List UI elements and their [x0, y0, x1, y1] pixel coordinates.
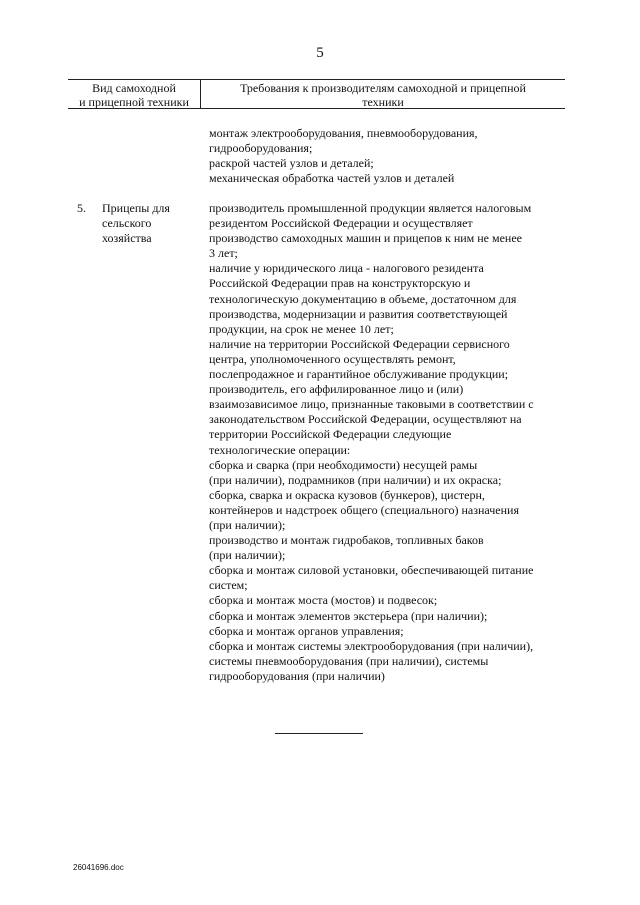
column-header-requirements-line: Требования к производителям самоходной и прицепной	[240, 81, 526, 95]
requirement-line: раскрой частей узлов и деталей;	[209, 156, 374, 171]
requirement-line: сборка и сварка (при необходимости) несущей рамы	[209, 457, 478, 472]
table-header-top-rule	[68, 79, 565, 80]
vehicle-type-line: сельского	[102, 216, 152, 231]
requirement-line: законодательством Российской Федерации, осуществляют на	[209, 412, 522, 427]
column-header-vehicle-type-line: Вид самоходной	[92, 81, 176, 95]
requirement-line: сборка и монтаж элементов экстерьера (при наличии);	[209, 608, 488, 623]
requirement-line: производитель промышленной продукции является налоговым	[209, 201, 532, 215]
requirement-line: (при наличии);	[209, 548, 286, 563]
requirement-line: территории Российской Федерации следующие	[209, 427, 452, 442]
requirement-line: системы пневмооборудования (при наличии), системы	[209, 653, 489, 668]
column-header-vehicle-type-line: и прицепной техники	[79, 95, 189, 109]
end-of-document-rule	[275, 733, 363, 734]
requirement-line: контейнеров и надстроек общего (специального) назначения	[209, 502, 519, 517]
requirement-line: механическая обработка частей узлов и деталей	[209, 171, 455, 186]
footer-document-reference: 26041696.doc	[73, 863, 124, 872]
continued-requirements-text	[209, 126, 569, 186]
vehicle-type-line: Прицепы для	[102, 201, 170, 215]
requirement-line: Российской Федерации прав на конструкторскую и	[209, 276, 471, 291]
requirement-line: (при наличии);	[209, 517, 286, 532]
requirement-line: центра, уполномоченного осуществлять ремонт,	[209, 351, 456, 366]
requirement-line: сборка, сварка и окраска кузовов (бункеров), цистерн,	[209, 487, 485, 502]
vehicle-type-line: хозяйства	[102, 231, 152, 246]
requirement-line: гидрооборудования (при наличии)	[209, 668, 385, 683]
requirement-line: гидрооборудования;	[209, 141, 313, 156]
column-header-vehicle-type	[68, 81, 200, 109]
column-header-requirements	[201, 81, 565, 109]
requirement-line: взаимозависимое лицо, признанные таковыми в соответствии с	[209, 397, 534, 412]
requirement-line: резидентом Российской Федерации и осуществляет	[209, 216, 473, 231]
requirements-cell	[209, 201, 569, 684]
requirement-line: (при наличии), подрамников (при наличии) и их окраска;	[209, 472, 502, 487]
requirement-line: сборка и монтаж системы электрооборудования (при наличии),	[209, 638, 534, 653]
requirement-line: 3 лет;	[209, 246, 238, 261]
requirement-line: послепродажное и гарантийное обслуживание продукции;	[209, 367, 509, 382]
requirement-line: сборка и монтаж органов управления;	[209, 623, 404, 638]
column-header-requirements-line: техники	[362, 95, 404, 109]
requirement-line: производитель, его аффилированное лицо и (или)	[209, 382, 464, 397]
requirement-line: монтаж электрооборудования, пневмооборудования,	[209, 126, 478, 140]
requirement-line: технологические операции:	[209, 442, 351, 457]
requirement-line: производство самоходных машин и прицепов к ним не менее	[209, 231, 522, 246]
requirement-line: систем;	[209, 578, 248, 593]
row-number: 5.	[77, 201, 86, 215]
requirement-line: технологическую документацию в объеме, достаточном для	[209, 291, 517, 306]
requirement-line: производства, модернизации и развития соответствующей	[209, 306, 508, 321]
requirement-line: производство и монтаж гидробаков, топливных баков	[209, 533, 484, 548]
requirement-line: наличие на территории Российской Федерации сервисного	[209, 336, 510, 351]
vehicle-type-cell	[102, 201, 200, 246]
requirement-line: сборка и монтаж силовой установки, обеспечивающей питание	[209, 563, 534, 578]
requirement-line: сборка и монтаж моста (мостов) и подвесок;	[209, 593, 438, 608]
page-number: 5	[316, 45, 324, 61]
requirement-line: наличие у юридического лица - налогового резидента	[209, 261, 484, 276]
requirement-line: продукции, на срок не менее 10 лет;	[209, 321, 394, 336]
